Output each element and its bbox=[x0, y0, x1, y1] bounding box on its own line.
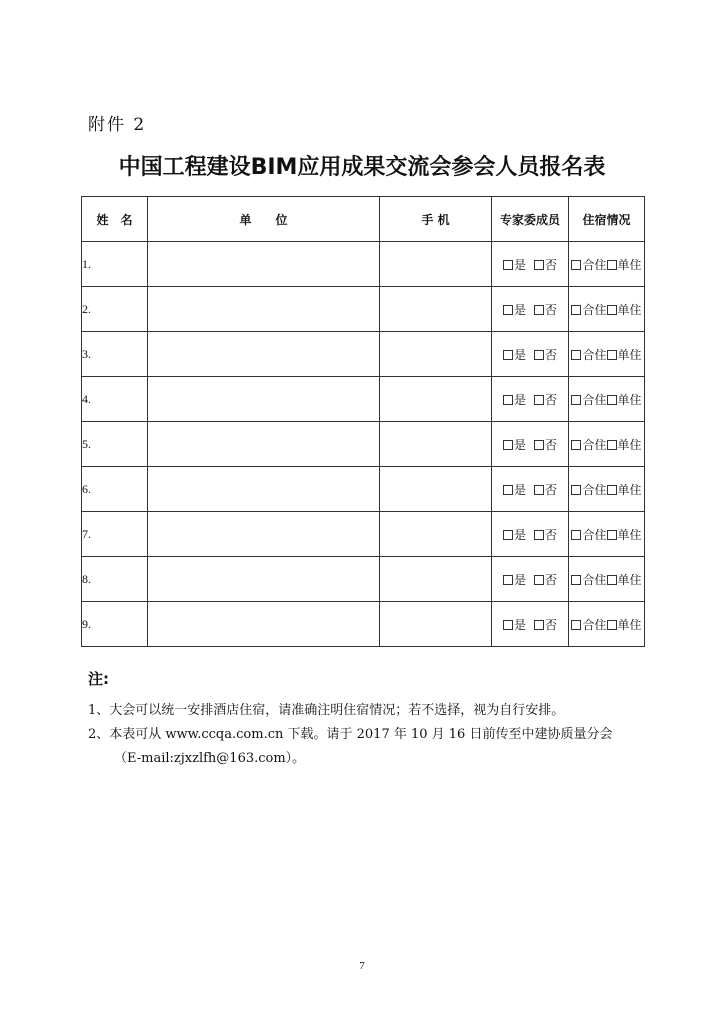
organization-cell[interactable] bbox=[148, 602, 380, 647]
stay-single-checkbox[interactable] bbox=[607, 485, 617, 495]
header-name: 姓 名 bbox=[82, 197, 148, 242]
expert-no-label: 否 bbox=[545, 257, 558, 272]
stay-single-label: 单住 bbox=[617, 257, 642, 272]
stay-shared-label: 合住 bbox=[582, 302, 607, 317]
accommodation-cell bbox=[569, 467, 645, 512]
notes-title: 注: bbox=[88, 670, 109, 688]
table-row bbox=[82, 242, 645, 287]
organization-cell[interactable] bbox=[148, 557, 380, 602]
phone-cell[interactable] bbox=[380, 332, 492, 377]
accommodation-cell bbox=[569, 602, 645, 647]
accommodation-cell bbox=[569, 377, 645, 422]
row-number: 2. bbox=[82, 287, 148, 332]
expert-no-label: 否 bbox=[545, 302, 558, 317]
stay-shared-label: 合住 bbox=[582, 347, 607, 362]
stay-single-checkbox[interactable] bbox=[607, 620, 617, 630]
header-phone: 手 机 bbox=[380, 197, 492, 242]
stay-shared-label: 合住 bbox=[582, 437, 607, 452]
stay-single-checkbox[interactable] bbox=[607, 575, 617, 585]
table-row bbox=[82, 377, 645, 422]
stay-single-label: 单住 bbox=[617, 347, 642, 362]
header-accommodation: 住宿情况 bbox=[569, 197, 645, 242]
stay-single-label: 单住 bbox=[617, 437, 642, 452]
row-number: 5. bbox=[82, 422, 148, 467]
stay-shared-label: 合住 bbox=[582, 482, 607, 497]
expert-no-label: 否 bbox=[545, 392, 558, 407]
expert-yes-label: 是 bbox=[513, 572, 526, 587]
table-row bbox=[82, 287, 645, 332]
accommodation-cell bbox=[569, 512, 645, 557]
stay-single-label: 单住 bbox=[617, 392, 642, 407]
accommodation-cell bbox=[569, 557, 645, 602]
expert-yes-checkbox[interactable] bbox=[503, 350, 513, 360]
table-row bbox=[82, 557, 645, 602]
stay-shared-checkbox[interactable] bbox=[571, 305, 581, 315]
stay-single-checkbox[interactable] bbox=[607, 305, 617, 315]
stay-shared-label: 合住 bbox=[582, 257, 607, 272]
stay-shared-checkbox[interactable] bbox=[571, 260, 581, 270]
table-row bbox=[82, 332, 645, 377]
stay-single-checkbox[interactable] bbox=[607, 350, 617, 360]
phone-cell[interactable] bbox=[380, 557, 492, 602]
expert-member-cell bbox=[492, 422, 569, 467]
expert-no-label: 否 bbox=[545, 572, 558, 587]
organization-cell[interactable] bbox=[148, 332, 380, 377]
expert-yes-checkbox[interactable] bbox=[503, 575, 513, 585]
expert-no-label: 否 bbox=[545, 347, 558, 362]
expert-member-cell bbox=[492, 602, 569, 647]
document-title: 中国工程建设BIM应用成果交流会参会人员报名表 bbox=[118, 155, 606, 180]
phone-cell[interactable] bbox=[380, 242, 492, 287]
row-number: 6. bbox=[82, 467, 148, 512]
expert-no-checkbox[interactable] bbox=[534, 395, 544, 405]
expert-no-checkbox[interactable] bbox=[534, 260, 544, 270]
page-number: 7 bbox=[359, 960, 365, 972]
expert-yes-label: 是 bbox=[513, 527, 526, 542]
stay-shared-checkbox[interactable] bbox=[571, 440, 581, 450]
notes-section bbox=[88, 668, 648, 771]
stay-single-checkbox[interactable] bbox=[607, 440, 617, 450]
expert-member-cell bbox=[492, 377, 569, 422]
table-row bbox=[82, 512, 645, 557]
stay-single-checkbox[interactable] bbox=[607, 395, 617, 405]
expert-yes-label: 是 bbox=[513, 482, 526, 497]
stay-shared-checkbox[interactable] bbox=[571, 530, 581, 540]
stay-single-checkbox[interactable] bbox=[607, 530, 617, 540]
expert-member-cell bbox=[492, 557, 569, 602]
organization-cell[interactable] bbox=[148, 242, 380, 287]
expert-no-label: 否 bbox=[545, 617, 558, 632]
note-item-2: 2、本表可从 www.ccqa.com.cn 下载。请于 2017 年 10 月 16 日前传至中建协质量分会 bbox=[88, 727, 613, 742]
expert-member-cell bbox=[492, 242, 569, 287]
stay-shared-checkbox[interactable] bbox=[571, 485, 581, 495]
header-expert-member: 专家委成员 bbox=[492, 197, 569, 242]
expert-no-checkbox[interactable] bbox=[534, 350, 544, 360]
stay-single-label: 单住 bbox=[617, 527, 642, 542]
expert-yes-checkbox[interactable] bbox=[503, 260, 513, 270]
row-number: 7. bbox=[82, 512, 148, 557]
expert-no-label: 否 bbox=[545, 527, 558, 542]
table-row bbox=[82, 467, 645, 512]
expert-yes-label: 是 bbox=[513, 257, 526, 272]
organization-cell[interactable] bbox=[148, 287, 380, 332]
stay-shared-label: 合住 bbox=[582, 572, 607, 587]
expert-no-checkbox[interactable] bbox=[534, 485, 544, 495]
expert-no-checkbox[interactable] bbox=[534, 530, 544, 540]
stay-shared-checkbox[interactable] bbox=[571, 575, 581, 585]
expert-yes-label: 是 bbox=[513, 392, 526, 407]
stay-shared-checkbox[interactable] bbox=[571, 620, 581, 630]
stay-single-label: 单住 bbox=[617, 482, 642, 497]
expert-yes-checkbox[interactable] bbox=[503, 530, 513, 540]
expert-yes-label: 是 bbox=[513, 437, 526, 452]
table-header-row bbox=[82, 197, 645, 242]
accommodation-cell bbox=[569, 287, 645, 332]
stay-single-label: 单住 bbox=[617, 617, 642, 632]
organization-cell[interactable] bbox=[148, 377, 380, 422]
phone-cell[interactable] bbox=[380, 467, 492, 512]
stay-shared-label: 合住 bbox=[582, 527, 607, 542]
row-number: 1. bbox=[82, 242, 148, 287]
phone-cell[interactable] bbox=[380, 377, 492, 422]
stay-single-label: 单住 bbox=[617, 572, 642, 587]
expert-no-checkbox[interactable] bbox=[534, 620, 544, 630]
stay-shared-label: 合住 bbox=[582, 392, 607, 407]
organization-cell[interactable] bbox=[148, 512, 380, 557]
expert-member-cell bbox=[492, 512, 569, 557]
header-organization: 单 位 bbox=[148, 197, 380, 242]
expert-member-cell bbox=[492, 287, 569, 332]
accommodation-cell bbox=[569, 242, 645, 287]
expert-yes-label: 是 bbox=[513, 347, 526, 362]
stay-shared-checkbox[interactable] bbox=[571, 350, 581, 360]
expert-yes-checkbox[interactable] bbox=[503, 620, 513, 630]
phone-cell[interactable] bbox=[380, 422, 492, 467]
expert-no-label: 否 bbox=[545, 437, 558, 452]
organization-cell[interactable] bbox=[148, 467, 380, 512]
table-row bbox=[82, 422, 645, 467]
stay-single-checkbox[interactable] bbox=[607, 260, 617, 270]
attachment-label: 附件 2 bbox=[88, 115, 147, 135]
expert-yes-label: 是 bbox=[513, 617, 526, 632]
expert-no-checkbox[interactable] bbox=[534, 575, 544, 585]
accommodation-cell bbox=[569, 422, 645, 467]
registration-table bbox=[81, 196, 645, 647]
note-item-2-continued: （E-mail:zjxzlfh@163.com）。 bbox=[114, 751, 306, 766]
phone-cell[interactable] bbox=[380, 287, 492, 332]
stay-shared-label: 合住 bbox=[582, 617, 607, 632]
stay-shared-checkbox[interactable] bbox=[571, 395, 581, 405]
row-number: 8. bbox=[82, 557, 148, 602]
expert-member-cell bbox=[492, 332, 569, 377]
row-number: 3. bbox=[82, 332, 148, 377]
expert-yes-checkbox[interactable] bbox=[503, 485, 513, 495]
phone-cell[interactable] bbox=[380, 602, 492, 647]
expert-yes-checkbox[interactable] bbox=[503, 395, 513, 405]
stay-single-label: 单住 bbox=[617, 302, 642, 317]
expert-yes-label: 是 bbox=[513, 302, 526, 317]
expert-no-checkbox[interactable] bbox=[534, 305, 544, 315]
row-number: 4. bbox=[82, 377, 148, 422]
organization-cell[interactable] bbox=[148, 422, 380, 467]
row-number: 9. bbox=[82, 602, 148, 647]
accommodation-cell bbox=[569, 332, 645, 377]
expert-yes-checkbox[interactable] bbox=[503, 440, 513, 450]
expert-yes-checkbox[interactable] bbox=[503, 305, 513, 315]
expert-no-label: 否 bbox=[545, 482, 558, 497]
expert-member-cell bbox=[492, 467, 569, 512]
expert-no-checkbox[interactable] bbox=[534, 440, 544, 450]
note-item-1: 1、大会可以统一安排酒店住宿，请准确注明住宿情况；若不选择，视为自行安排。 bbox=[88, 703, 565, 718]
table-row bbox=[82, 602, 645, 647]
phone-cell[interactable] bbox=[380, 512, 492, 557]
